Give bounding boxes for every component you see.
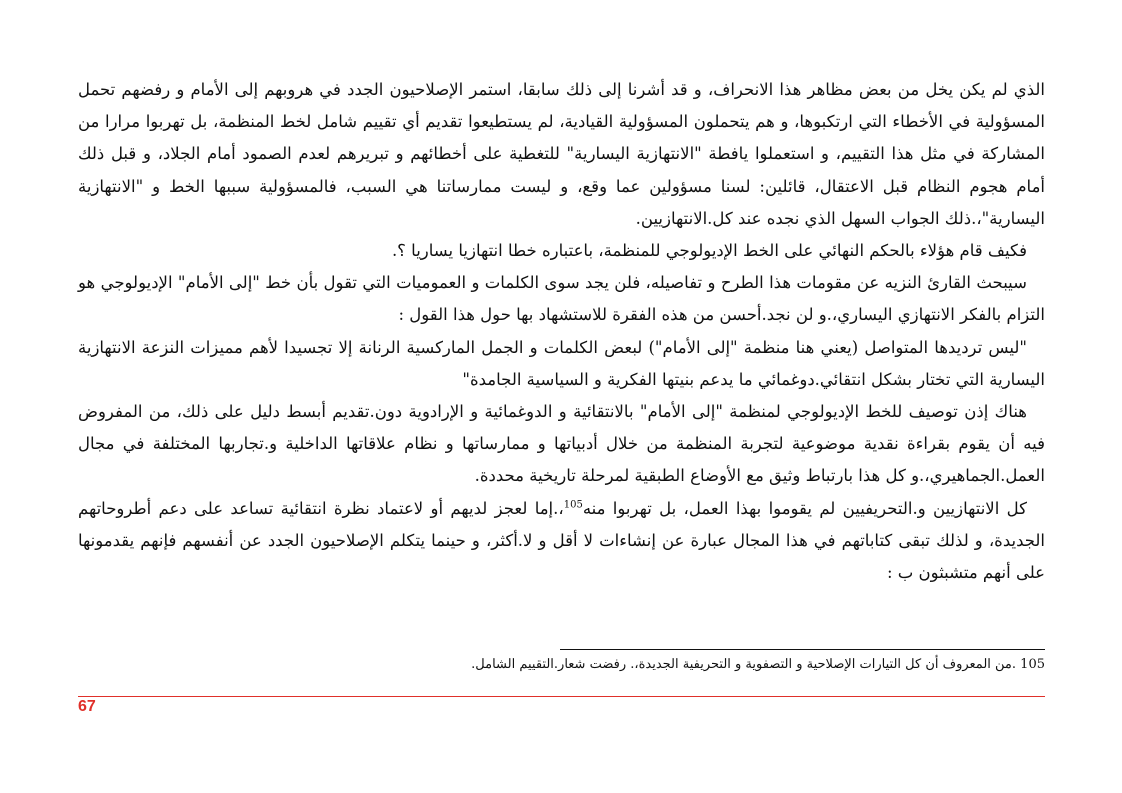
paragraph-5: هناك إذن توصيف للخط الإديولوجي لمنظمة "إلى الأمام" بالانتقائية و الدوغمائية و الإرادوية دون.تقديم أبسط دليل على ذلك، من المفروض فيه أن يقوم بقراءة نقدية موضوعية لتجربة المنظمة من خلال أدبياتها و ممارساتها و نظام علاقاتها الداخلية و.تجاربها المختلفة في مجال العمل.الجماهيري،.و كل هذا بارتباط وثيق مع الأوضاع الطبقية لمرحلة تاريخية محددة. — [78, 402, 1045, 486]
paragraph-2: فكيف قام هؤلاء بالحكم النهائي على الخط الإديولوجي للمنظمة، باعتباره خطا انتهازيا يساريا ؟. — [391, 241, 1027, 261]
paragraph-6 — [78, 493, 1045, 590]
body-text — [78, 74, 1045, 589]
footnote — [440, 655, 1045, 675]
footnote-number: 105 — [1020, 657, 1045, 672]
footnote-text: .من المعروف أن كل التيارات الإصلاحية و التصفوية و التحريفية الجديدة،. رفضت شعار.التقييم الشامل. — [471, 657, 1017, 672]
footnote-reference[interactable]: 105 — [563, 499, 583, 511]
paragraph-1: الذي لم يكن يخل من بعض مظاهر هذا الانحراف، و قد أشرنا إلى ذلك سابقا، استمر الإصلاحيون الجدد في هروبهم إلى الأمام و رفضهم تحمل المسؤولية في الأخطاء التي ارتكبوها، و هم يتحملون المسؤولية القيادية، لم يستطيعوا تقديم أي تقييم شامل لخط المنظمة، بل تهربوا مرارا من المشاركة في مثل هذا التقييم، و استعملوا يافطة "الانتهازية اليسارية" للتغطية على أخطائهم و تبريرهم لعدم الصمود أمام الجلاد، و قبل ذلك أمام هجوم النظام قبل الاعتقال، قائلين: لسنا مسؤولين عما وقع، و ليست ممارساتنا هي السبب، فالمسؤولية سببها الخط و "الانتهازية اليسارية"،.ذلك الجواب السهل الذي نجده عند كل.الانتهازيين. — [78, 80, 1045, 228]
paragraph-6-start: كل الانتهازيين و.التحريفيين لم يقوموا بهذا العمل، بل تهربوا منه — [582, 498, 1027, 518]
paragraph-6-end: ،.إما لعجز لديهم أو لاعتماد نظرة انتقائية تساعد على دعم أطروحاتهم الجديدة، و لذلك تبقى كتاباتهم في هذا المجال عبارة عن إنشاءات لا أقل و لا.أكثر، و حينما يتكلم الإصلاحيون الجدد عن أنفسهم فإنهم يقدمونها على أنهم متشبثون ب : — [78, 498, 1045, 583]
paragraph-3: سيبحث القارئ النزيه عن مقومات هذا الطرح و تفاصيله، فلن يجد سوى الكلمات و العموميات التي تقول بأن خط "إلى الأمام" الإديولوجي هو التزام بالفكر الانتهازي اليساري،.و لن نجد.أحسن من هذه الفقرة للاستشهاد بها حول هذا القول : — [78, 273, 1045, 325]
footnote-separator — [560, 649, 1045, 650]
page-footer-rule — [78, 696, 1045, 697]
paragraph-4-quote: "ليس ترديدها المتواصل (يعني هنا منظمة "إلى الأمام") لبعض الكلمات و الجمل الماركسية الرنانة إلا تجسيدا لأهم مميزات النزعة الانتهازية اليسارية التي تختار بشكل انتقائي.دوغمائي ما يدعم بنيتها الفكرية و السياسية الجامدة" — [78, 337, 1045, 389]
page-number: 67 — [78, 698, 96, 715]
